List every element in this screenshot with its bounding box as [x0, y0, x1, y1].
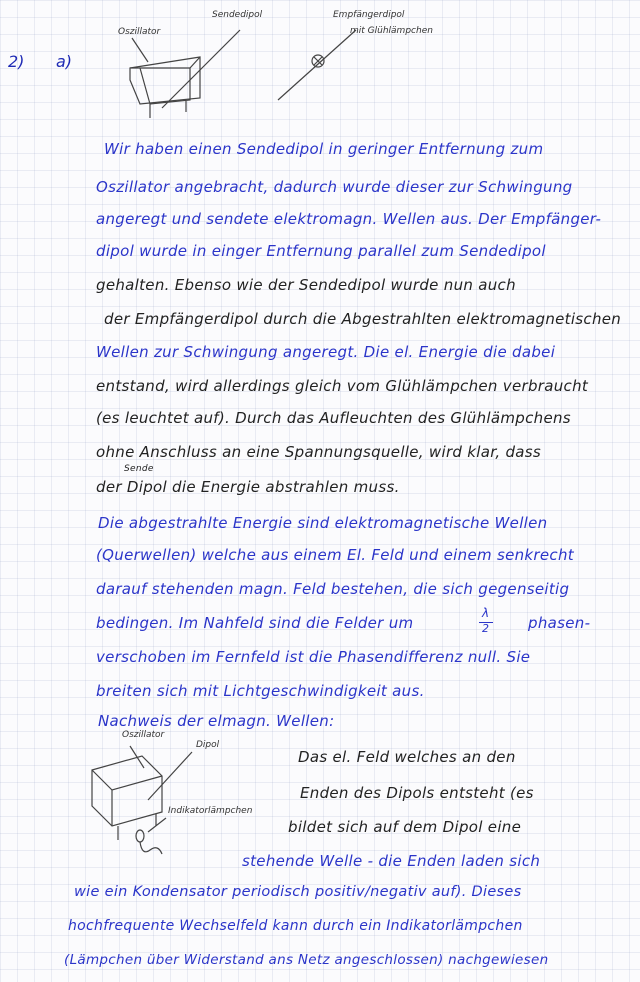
section-heading: Nachweis der elmagn. Wellen:	[98, 712, 335, 730]
text-line: Enden des Dipols entsteht (es	[300, 784, 534, 802]
indicator-lamp-label: Indikatorlämpchen	[168, 806, 253, 816]
text-line: (Querwellen) welche aus einem El. Feld und einem senkrecht	[96, 546, 574, 564]
oscillator-label: Oszillator	[118, 27, 161, 37]
text-line: der Dipol die Energie abstrahlen muss.	[96, 478, 400, 496]
text-line: hochfrequente Wechselfeld kann durch ein Indikatorlämpchen	[68, 918, 523, 934]
text-line: angeregt und sendete elektromagn. Wellen aus. Der Empfänger-	[96, 210, 602, 228]
sub-task-label: a)	[56, 52, 73, 71]
receiver-lamp-label: mit Glühlämpchen	[350, 26, 433, 36]
fraction-numerator: λ	[482, 606, 490, 620]
text-line: (es leuchtet auf). Durch das Aufleuchten des Glühlämpchens	[96, 409, 571, 427]
text-line: Wir haben einen Sendedipol in geringer Entfernung zum	[104, 140, 544, 158]
text-line: Wellen zur Schwingung angeregt. Die el. Energie die dabei	[96, 343, 556, 361]
text-line: wie ein Kondensator periodisch positiv/negativ auf). Dieses	[74, 884, 522, 900]
fraction-denominator: 2	[482, 622, 490, 635]
text-line: verschoben im Fernfeld ist die Phasendifferenz null. Sie	[96, 648, 531, 666]
text-line: Oszillator angebracht, dadurch wurde dieser zur Schwingung	[96, 178, 573, 196]
transmitter-dipole-label: Sendedipol	[212, 10, 263, 20]
text-line: breiten sich mit Lichtgeschwindigkeit aus.	[96, 682, 425, 700]
text-line: stehende Welle - die Enden laden sich	[242, 852, 541, 870]
receiver-dipole-label: Empfängerdipol	[333, 10, 405, 20]
text-line: phasen-	[528, 614, 591, 632]
text-line: entstand, wird allerdings gleich vom Glühlämpchen verbraucht	[96, 377, 589, 395]
text-line: (Lämpchen über Widerstand ans Netz angeschlossen) nachgewiesen	[64, 952, 549, 968]
text-line: ohne Anschluss an eine Spannungsquelle, wird klar, dass	[96, 443, 542, 461]
text-line: bedingen. Im Nahfeld sind die Felder um	[96, 614, 414, 632]
oscillator-label: Oszillator	[122, 730, 165, 740]
superscript-note: Sende	[124, 464, 154, 474]
text-line: darauf stehenden magn. Feld bestehen, die sich gegenseitig	[96, 580, 570, 598]
text-line: der Empfängerdipol durch die Abgestrahlten elektromagnetischen	[104, 310, 622, 328]
text-line: Das el. Feld welches an den	[298, 748, 516, 766]
text-line: Die abgestrahlte Energie sind elektromagnetische Wellen	[98, 514, 548, 532]
text-line: dipol wurde in einger Entfernung parallel zum Sendedipol	[96, 242, 546, 260]
text-line: bildet sich auf dem Dipol eine	[288, 818, 522, 836]
text-line: gehalten. Ebenso wie der Sendedipol wurde nun auch	[96, 276, 516, 294]
task-number: 2)	[8, 52, 25, 71]
dipole-label: Dipol	[196, 740, 220, 750]
